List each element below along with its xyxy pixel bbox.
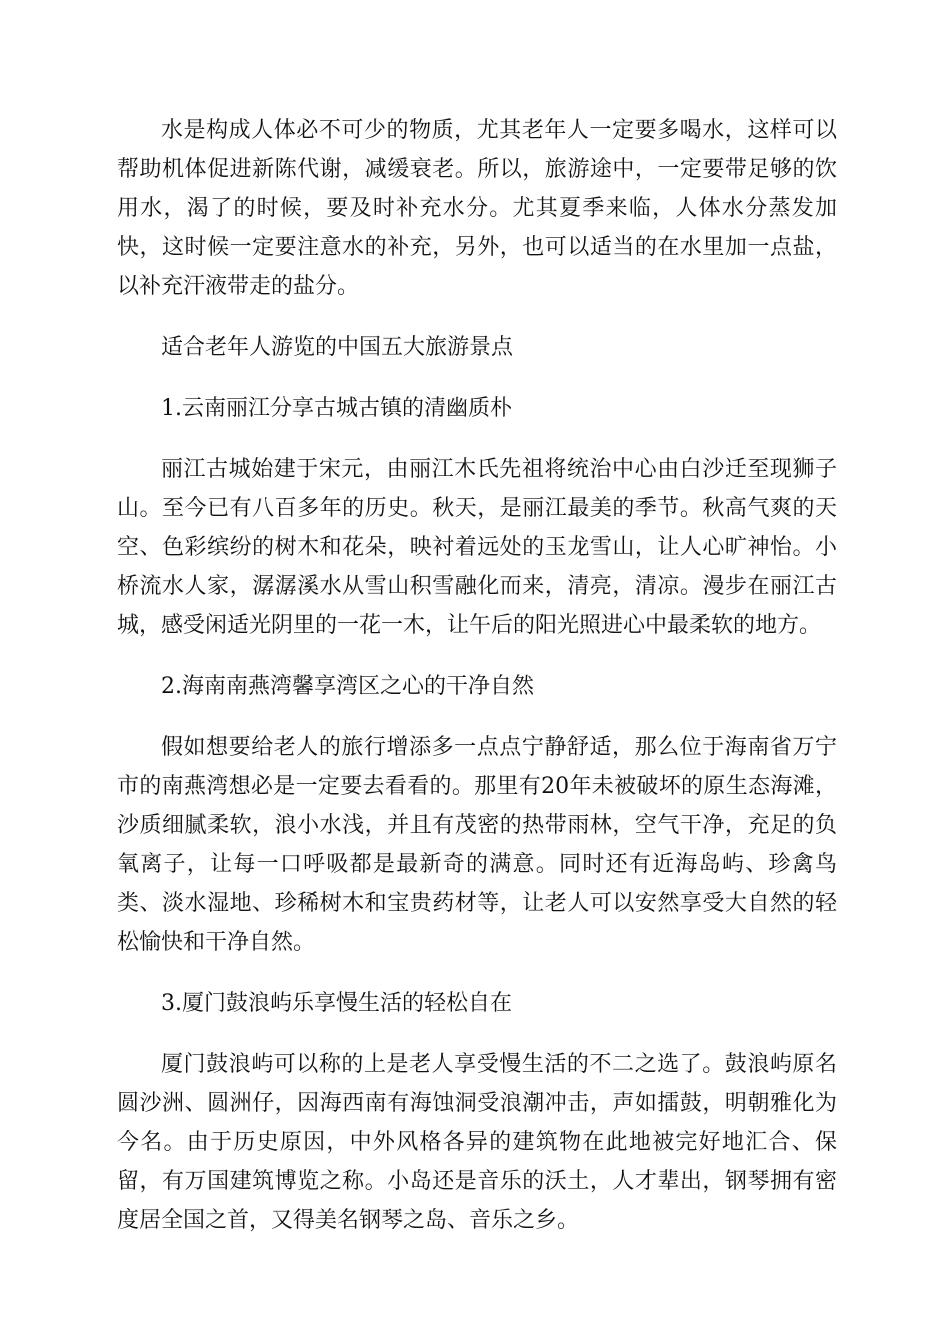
- subheading-nanyanwan: 2.海南南燕湾馨享湾区之心的干净自然: [161, 674, 534, 699]
- subheading-gulangyu: 3.厦门鼓浪屿乐享慢生活的轻松自在: [161, 991, 512, 1016]
- section-title: 适合老年人游览的中国五大旅游景点: [161, 335, 514, 360]
- document-body: [117, 111, 837, 1262]
- paragraph-drinking-water: 水是构成人体必不可少的物质，尤其老年人一定要多喝水，这样可以帮助机体促进新陈代谢，减缓衰老。所以，旅游途中，一定要带足够的饮用水，渴了的时候，要及时补充水分。尤其夏季来临，人体水分蒸发加快，这时候一定要注意水的补充，另外，也可以适当的在水里加一点盐，以补充汗液带走的盐分。: [117, 118, 837, 299]
- paragraph-gulangyu: 厦门鼓浪屿可以称的上是老人享受慢生活的不二之选了。鼓浪屿原名圆沙洲、圆洲仔，因海西南有海蚀洞受浪潮冲击，声如擂鼓，明朝雅化为今名。由于历史原因，中外风格各异的建筑物在此地被完好地汇合、保留，有万国建筑博览之称。小岛还是音乐的沃土，人才辈出，钢琴拥有密度居全国之首，又得美名钢琴之岛、音乐之乡。: [117, 1052, 837, 1233]
- paragraph-nanyanwan: 假如想要给老人的旅行增添多一点点宁静舒适，那么位于海南省万宁市的南燕湾想必是一定要去看看的。那里有20年未被破坏的原生态海滩，沙质细腻柔软，浪小水浅，并且有茂密的热带雨林，空气干净，充足的负氧离子，让每一口呼吸都是最新奇的满意。同时还有近海岛屿、珍禽鸟类、淡水湿地、珍稀树木和宝贵药材等，让老人可以安然享受大自然的轻松愉快和干净自然。: [117, 735, 837, 955]
- subheading-lijiang: 1.云南丽江分享古城古镇的清幽质朴: [161, 396, 512, 421]
- paragraph-lijiang: 丽江古城始建于宋元，由丽江木氏先祖将统治中心由白沙迁至现狮子山。至今已有八百多年的历史。秋天，是丽江最美的季节。秋高气爽的天空、色彩缤纷的树木和花朵，映衬着远处的玉龙雪山，让人心旷神怡。小桥流水人家，潺潺溪水从雪山积雪融化而来，清亮，清凉。漫步在丽江古城，感受闲适光阴里的一花一木，让午后的阳光照进心中最柔软的地方。: [117, 457, 837, 638]
